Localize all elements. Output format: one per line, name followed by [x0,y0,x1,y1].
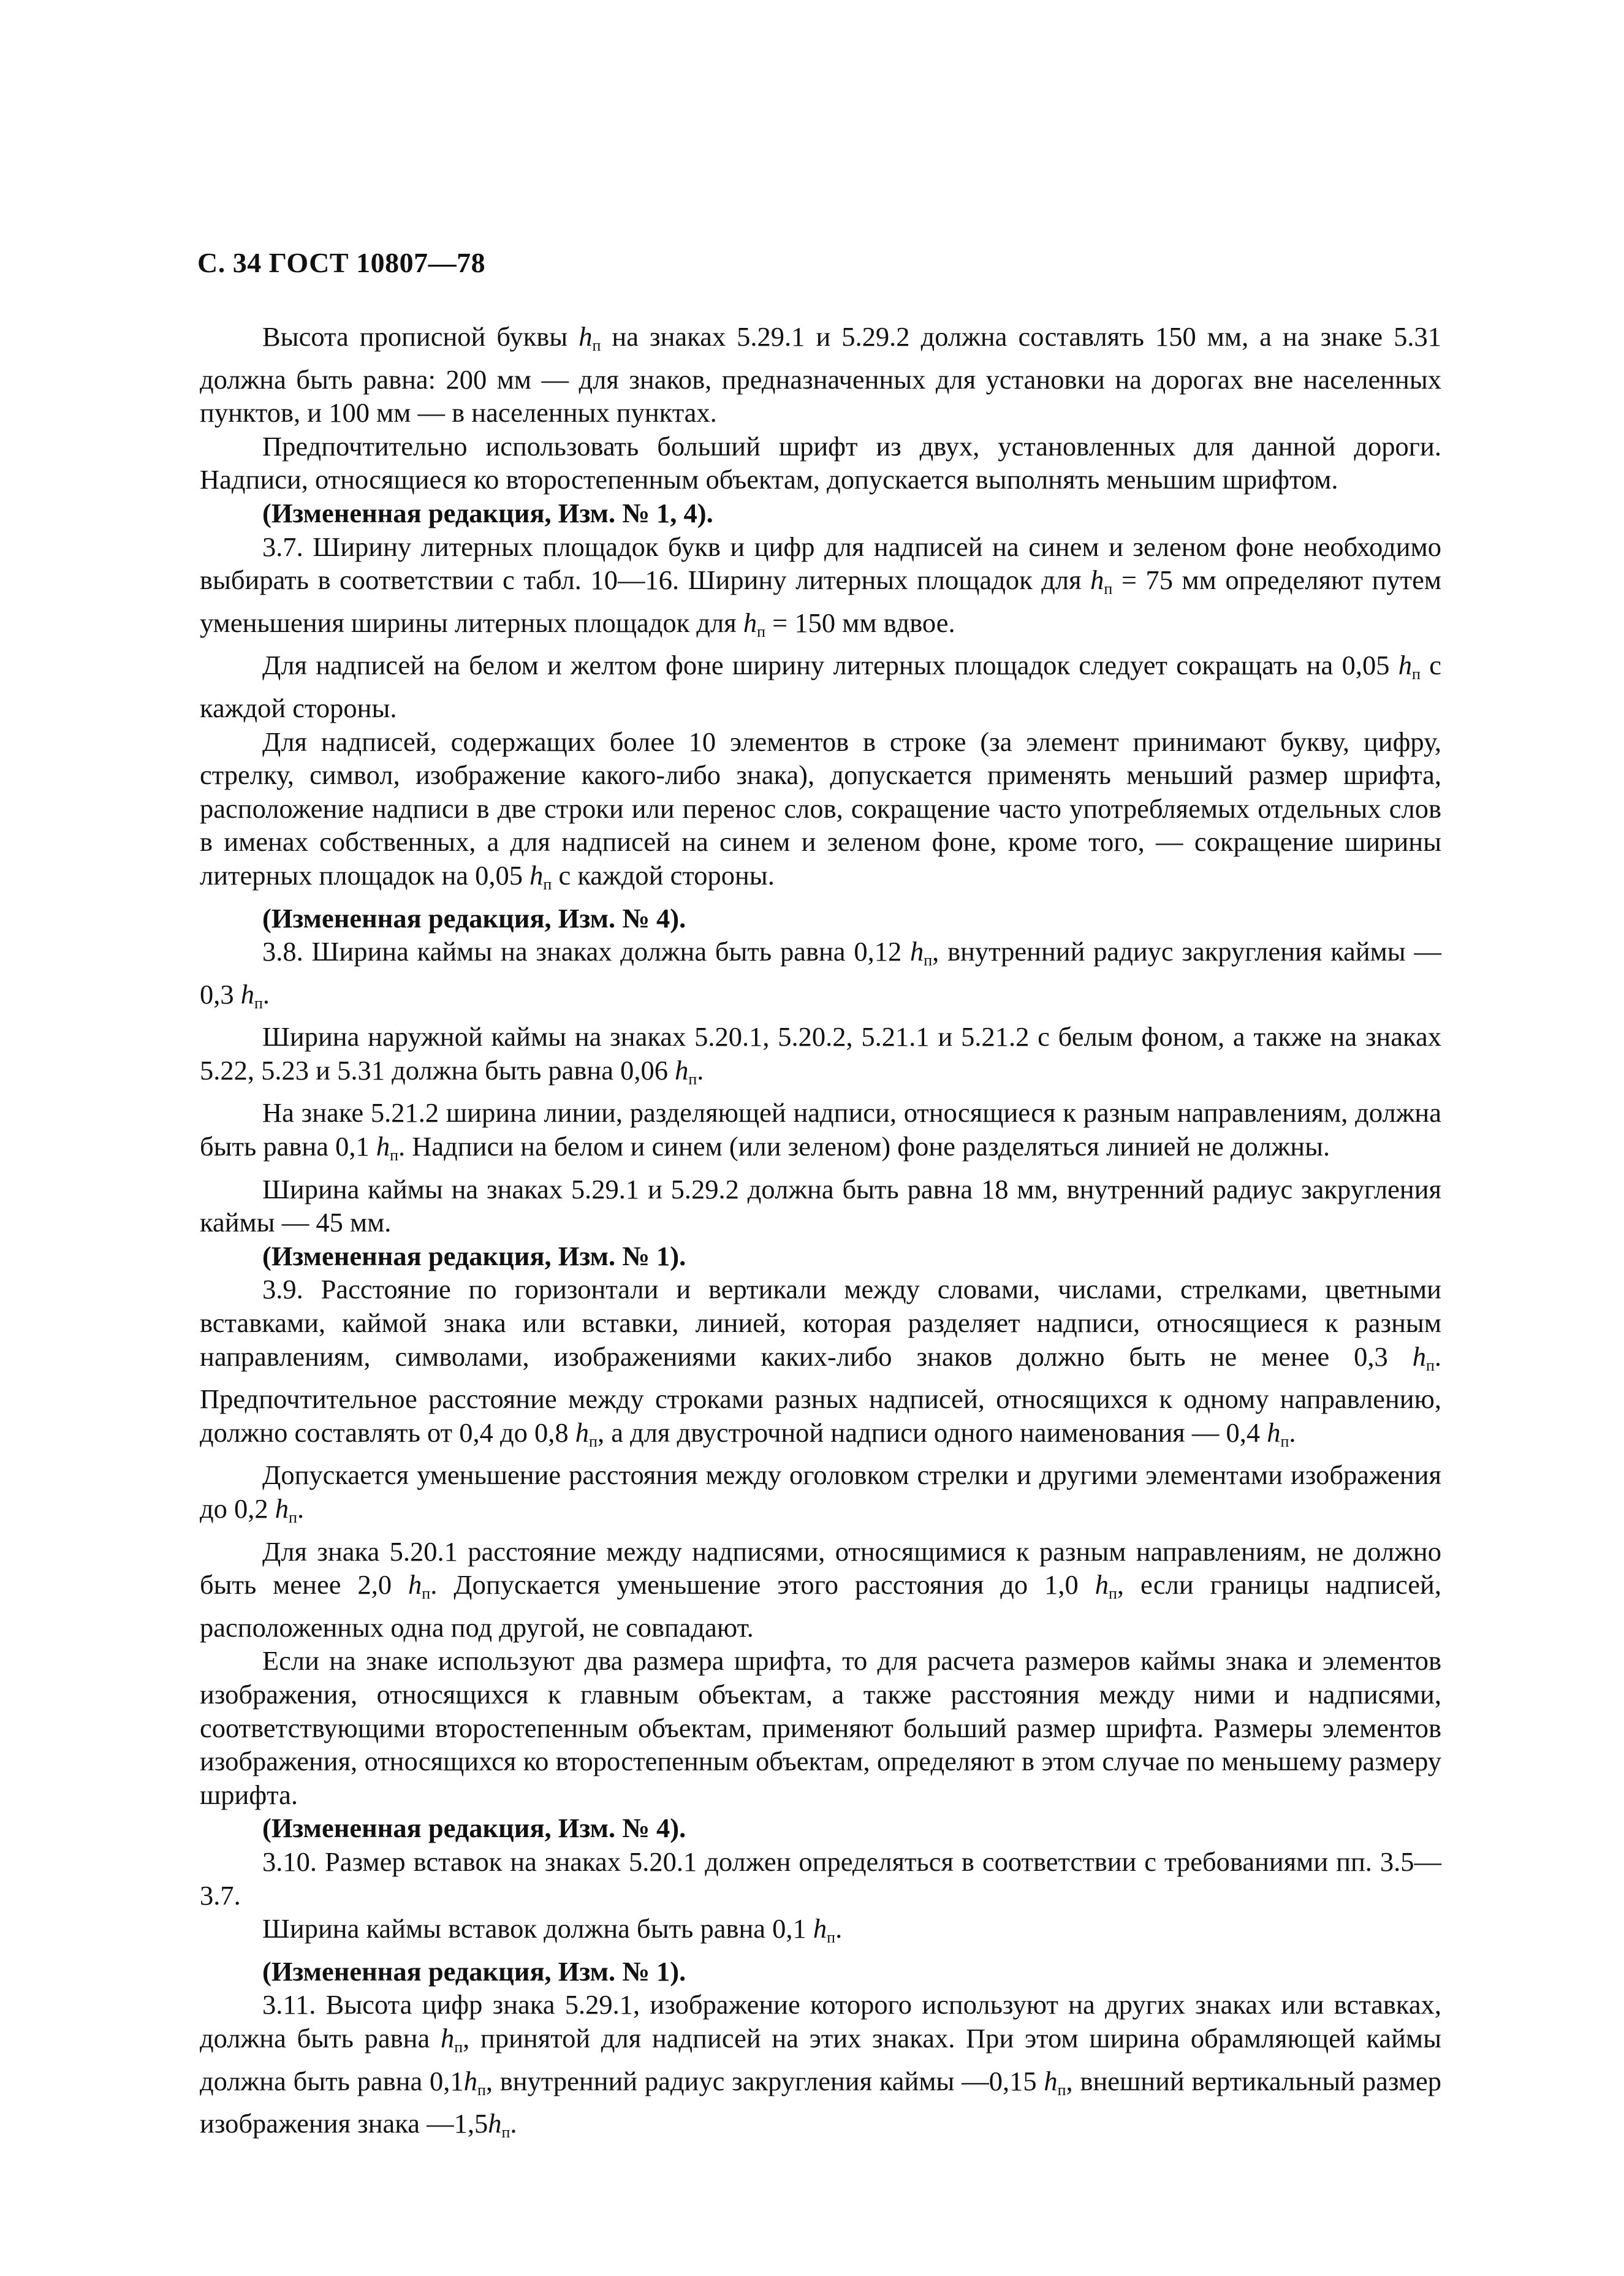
variable-subscript: п [827,1928,836,1947]
variable-subscript: п [1280,1432,1289,1450]
text-run: , внешний вертикальный размер изображения знака —1,5 [200,2065,1441,2139]
paragraph [200,1458,1441,1534]
text-run: . [1289,1417,1296,1448]
paragraph [200,1644,1441,1811]
text-run: На знаке 5.21.2 ширина линии, разделяющей надписи, относящиеся к разным направлениям, должна быть равна 0,1 [200,1097,1441,1162]
page-header: С. 34 ГОСТ 10807—78 [197,247,486,278]
variable-subscript: п [254,994,263,1012]
text-run: . Предпочтительное расстояние между строками разных надписей, относящихся к одному направлению, должно составлять от 0,4 до 0,8 [200,1341,1441,1448]
variable-subscript: п [501,2123,510,2142]
variable-base: h [275,1493,289,1524]
variable-subscript: п [422,1585,431,1603]
text-run: . [262,978,270,1010]
text-run: = 75 мм определяют путем уменьшения ширины литерных площадок для [200,565,1441,638]
paragraph [200,1845,1441,1912]
text-run: . Надписи на белом и синем (или зеленом) фоне разделяться линией не должны. [398,1131,1330,1162]
variable-base: h [1044,2065,1058,2096]
variable-subscript: п [1104,580,1113,598]
amendment-note [200,902,1441,935]
text-run: (Измененная редакция, Изм. № 1). [262,1955,686,1987]
paragraph [200,1096,1441,1172]
paragraph [200,1535,1441,1645]
variable-symbol [1398,650,1421,683]
variable-base: h [408,1569,422,1600]
variable-base: h [1398,650,1413,681]
text-run: на знаках 5.29.1 и 5.29.2 должна составлять 150 мм, а на знаке 5.31 должна быть равна: 200 мм — для знаков, предназначенных для установки на дорогах вне населенных пунктов, и 100 мм — в населенных пунктах. [200,321,1441,428]
variable-base: h [529,859,544,891]
variable-symbol [440,2022,463,2056]
text-run: . [510,2108,517,2139]
variable-symbol [241,979,263,1010]
variable-subscript: п [1057,2080,1066,2099]
variable-base: h [1095,1569,1109,1600]
text-run: с каждой стороны. [200,650,1441,723]
text-run: , а для двустрочной надписи одного наименования — 0,4 [597,1417,1267,1448]
variable-subscript: п [924,951,933,970]
text-run: , если границы надписей, расположенных одна под другой, не совпадают. [200,1569,1441,1643]
text-run: , внутренний радиус закругления каймы —0,15 [485,2065,1044,2096]
variable-symbol [813,1913,836,1947]
text-run: = 150 мм вдвое. [765,607,955,638]
variable-base: h [579,321,593,352]
text-run: (Измененная редакция, Изм. № 1). [262,1240,686,1271]
paragraph [200,320,1441,430]
paragraph [200,649,1441,725]
text-run: , принятой для надписей на этих знаках. При этом ширина обрамляющей каймы должна быть равна 0,1 [200,2022,1441,2096]
variable-symbol [408,1569,431,1603]
variable-symbol [1044,2065,1066,2099]
text-run: . [835,1913,843,1944]
text-run: (Измененная редакция, Изм. № 4). [262,902,686,934]
text-run: Для надписей, содержащих более 10 элементов в строке (за элемент принимают букву, цифру, стрелку, символ, изображение какого-либо знака), допускается применять меньший размер шрифта, расположение надписи в две строки или перенос слов, сокращение часто употребляемых отдельных слов в именах собственных, а для надписей на синем и зеленом фоне, кроме того, — сокращение ширины литерных площадок на 0,05 [200,726,1441,891]
variable-symbol [1095,1569,1117,1603]
amendment-note [200,497,1441,530]
text-run: Ширина каймы на знаках 5.29.1 и 5.29.2 должна быть равна 18 мм, внутренний радиус закругления каймы — 45 мм. [200,1173,1441,1238]
variable-base: h [909,936,924,967]
variable-subscript: п [543,875,552,893]
variable-symbol [909,936,933,970]
text-run: (Измененная редакция, Изм. № 4). [262,1813,686,1844]
text-run: . Допускается уменьшение этого расстояния до 1,0 [430,1569,1095,1600]
text-run: Для надписей на белом и желтом фоне ширину литерных площадок следует сокращать на 0,05 [262,650,1398,681]
variable-symbol [675,1055,697,1086]
text-run: . [697,1054,704,1086]
variable-base: h [1412,1341,1426,1372]
variable-subscript: п [289,1509,297,1526]
variable-subscript: п [477,2080,486,2099]
text-run: 3.9. Расстояние по горизонтали и вертикали между словами, числами, стрелками, цветными вставками, каймой знака или вставки, линией, которая разделяет надписи, относящиеся к разным направлениям, символами, изображениями каких-либо знаков должно быть не менее 0,3 [200,1274,1441,1372]
text-run: 3.7. Ширину литерных площадок букв и цифр для надписей на синем и зеленом фоне необходимо выбирать в соответствии с табл. 10—16. Ширину литерных площадок для [200,531,1441,596]
variable-symbol [579,321,601,352]
text-run: Высота прописной буквы [262,321,579,352]
paragraph [200,1273,1441,1458]
variable-symbol [1413,1341,1435,1372]
variable-base: h [488,2108,502,2139]
variable-subscript: п [1108,1585,1117,1603]
variable-base: h [240,978,254,1010]
text-run: Для знака 5.20.1 расстояние между надписями, относящимися к разным направлениям, не должно быть менее 2,0 [200,1536,1441,1600]
text-run: , внутренний радиус закругления каймы —0,3 [200,936,1441,1010]
variable-symbol [575,1417,598,1448]
variable-base: h [675,1054,689,1086]
variable-subscript: п [589,1432,598,1450]
text-run: 3.11. Высота цифр знака 5.29.1, изображение которого используют на других знаках или вставках, должна быть равна [200,1989,1441,2053]
variable-symbol [1267,1417,1289,1448]
text-run: Допускается уменьшение расстояния между оголовком стрелки и другими элементами изображения до 0,2 [200,1460,1441,1524]
variable-subscript: п [1412,665,1421,683]
amendment-note [200,1239,1441,1273]
variable-subscript: п [688,1070,697,1088]
variable-symbol [529,860,552,891]
document-body [200,320,1441,2150]
text-run: 3.8. Ширина каймы на знаках должна быть равна 0,12 [262,936,910,967]
text-run: Ширина наружной каймы на знаках 5.20.1, 5.20.2, 5.21.1 и 5.21.2 с белым фоном, а также на знаках 5.22, 5.23 и 5.31 должна быть равна 0,06 [200,1021,1441,1086]
text-run: с каждой стороны. [552,859,775,891]
text-run: Предпочтительно использовать больший шрифт из двух, установленных для данной дороги. Надписи, относящиеся ко второстепенным объектам, допускается выполнять меньшим шрифтом. [200,430,1441,495]
variable-base: h [743,607,757,638]
amendment-note [200,1811,1441,1845]
variable-symbol [488,2108,510,2142]
variable-symbol [275,1493,297,1524]
variable-symbol [463,2065,486,2099]
variable-symbol [376,1131,399,1165]
text-run: (Измененная редакция, Изм. № 1, 4). [262,497,713,528]
variable-base: h [463,2065,477,2096]
paragraph [200,1988,1441,2149]
text-run: 3.10. Размер вставок на знаках 5.20.1 должен определяться в соответствии с требованиями пп. 3.5—3.7. [200,1846,1441,1911]
paragraph [200,430,1441,497]
paragraph [200,1912,1441,1955]
variable-base: h [376,1131,390,1162]
paragraph [200,530,1441,649]
paragraph [200,1020,1441,1096]
paragraph [200,1173,1441,1239]
text-run: Если на знаке используют два размера шрифта, то для расчета размеров каймы знака и элементов изображения, относящихся к главным объектам, а также расстояния между ними и надписями, соответствующими второстепенным объектам, применяют больший размер шрифта. Размеры элементов изображения, относящихся ко второстепенным объектам, определяют в этом случае по меньшему размеру шрифта. [200,1645,1441,1810]
variable-base: h [440,2022,455,2053]
variable-symbol [1090,565,1113,598]
variable-symbol [743,607,765,641]
amendment-note [200,1955,1441,1989]
paragraph [200,935,1441,1020]
variable-base: h [1090,565,1104,596]
variable-subscript: п [454,2038,463,2056]
variable-subscript: п [390,1146,399,1165]
variable-subscript: п [592,337,601,354]
text-run: . [297,1493,305,1524]
variable-subscript: п [1425,1356,1435,1374]
variable-base: h [813,1913,827,1944]
variable-base: h [1267,1417,1281,1448]
paragraph [200,725,1441,902]
variable-subscript: п [757,622,765,641]
text-run: Ширина каймы вставок должна быть равна 0,1 [262,1913,813,1944]
variable-base: h [575,1417,590,1448]
